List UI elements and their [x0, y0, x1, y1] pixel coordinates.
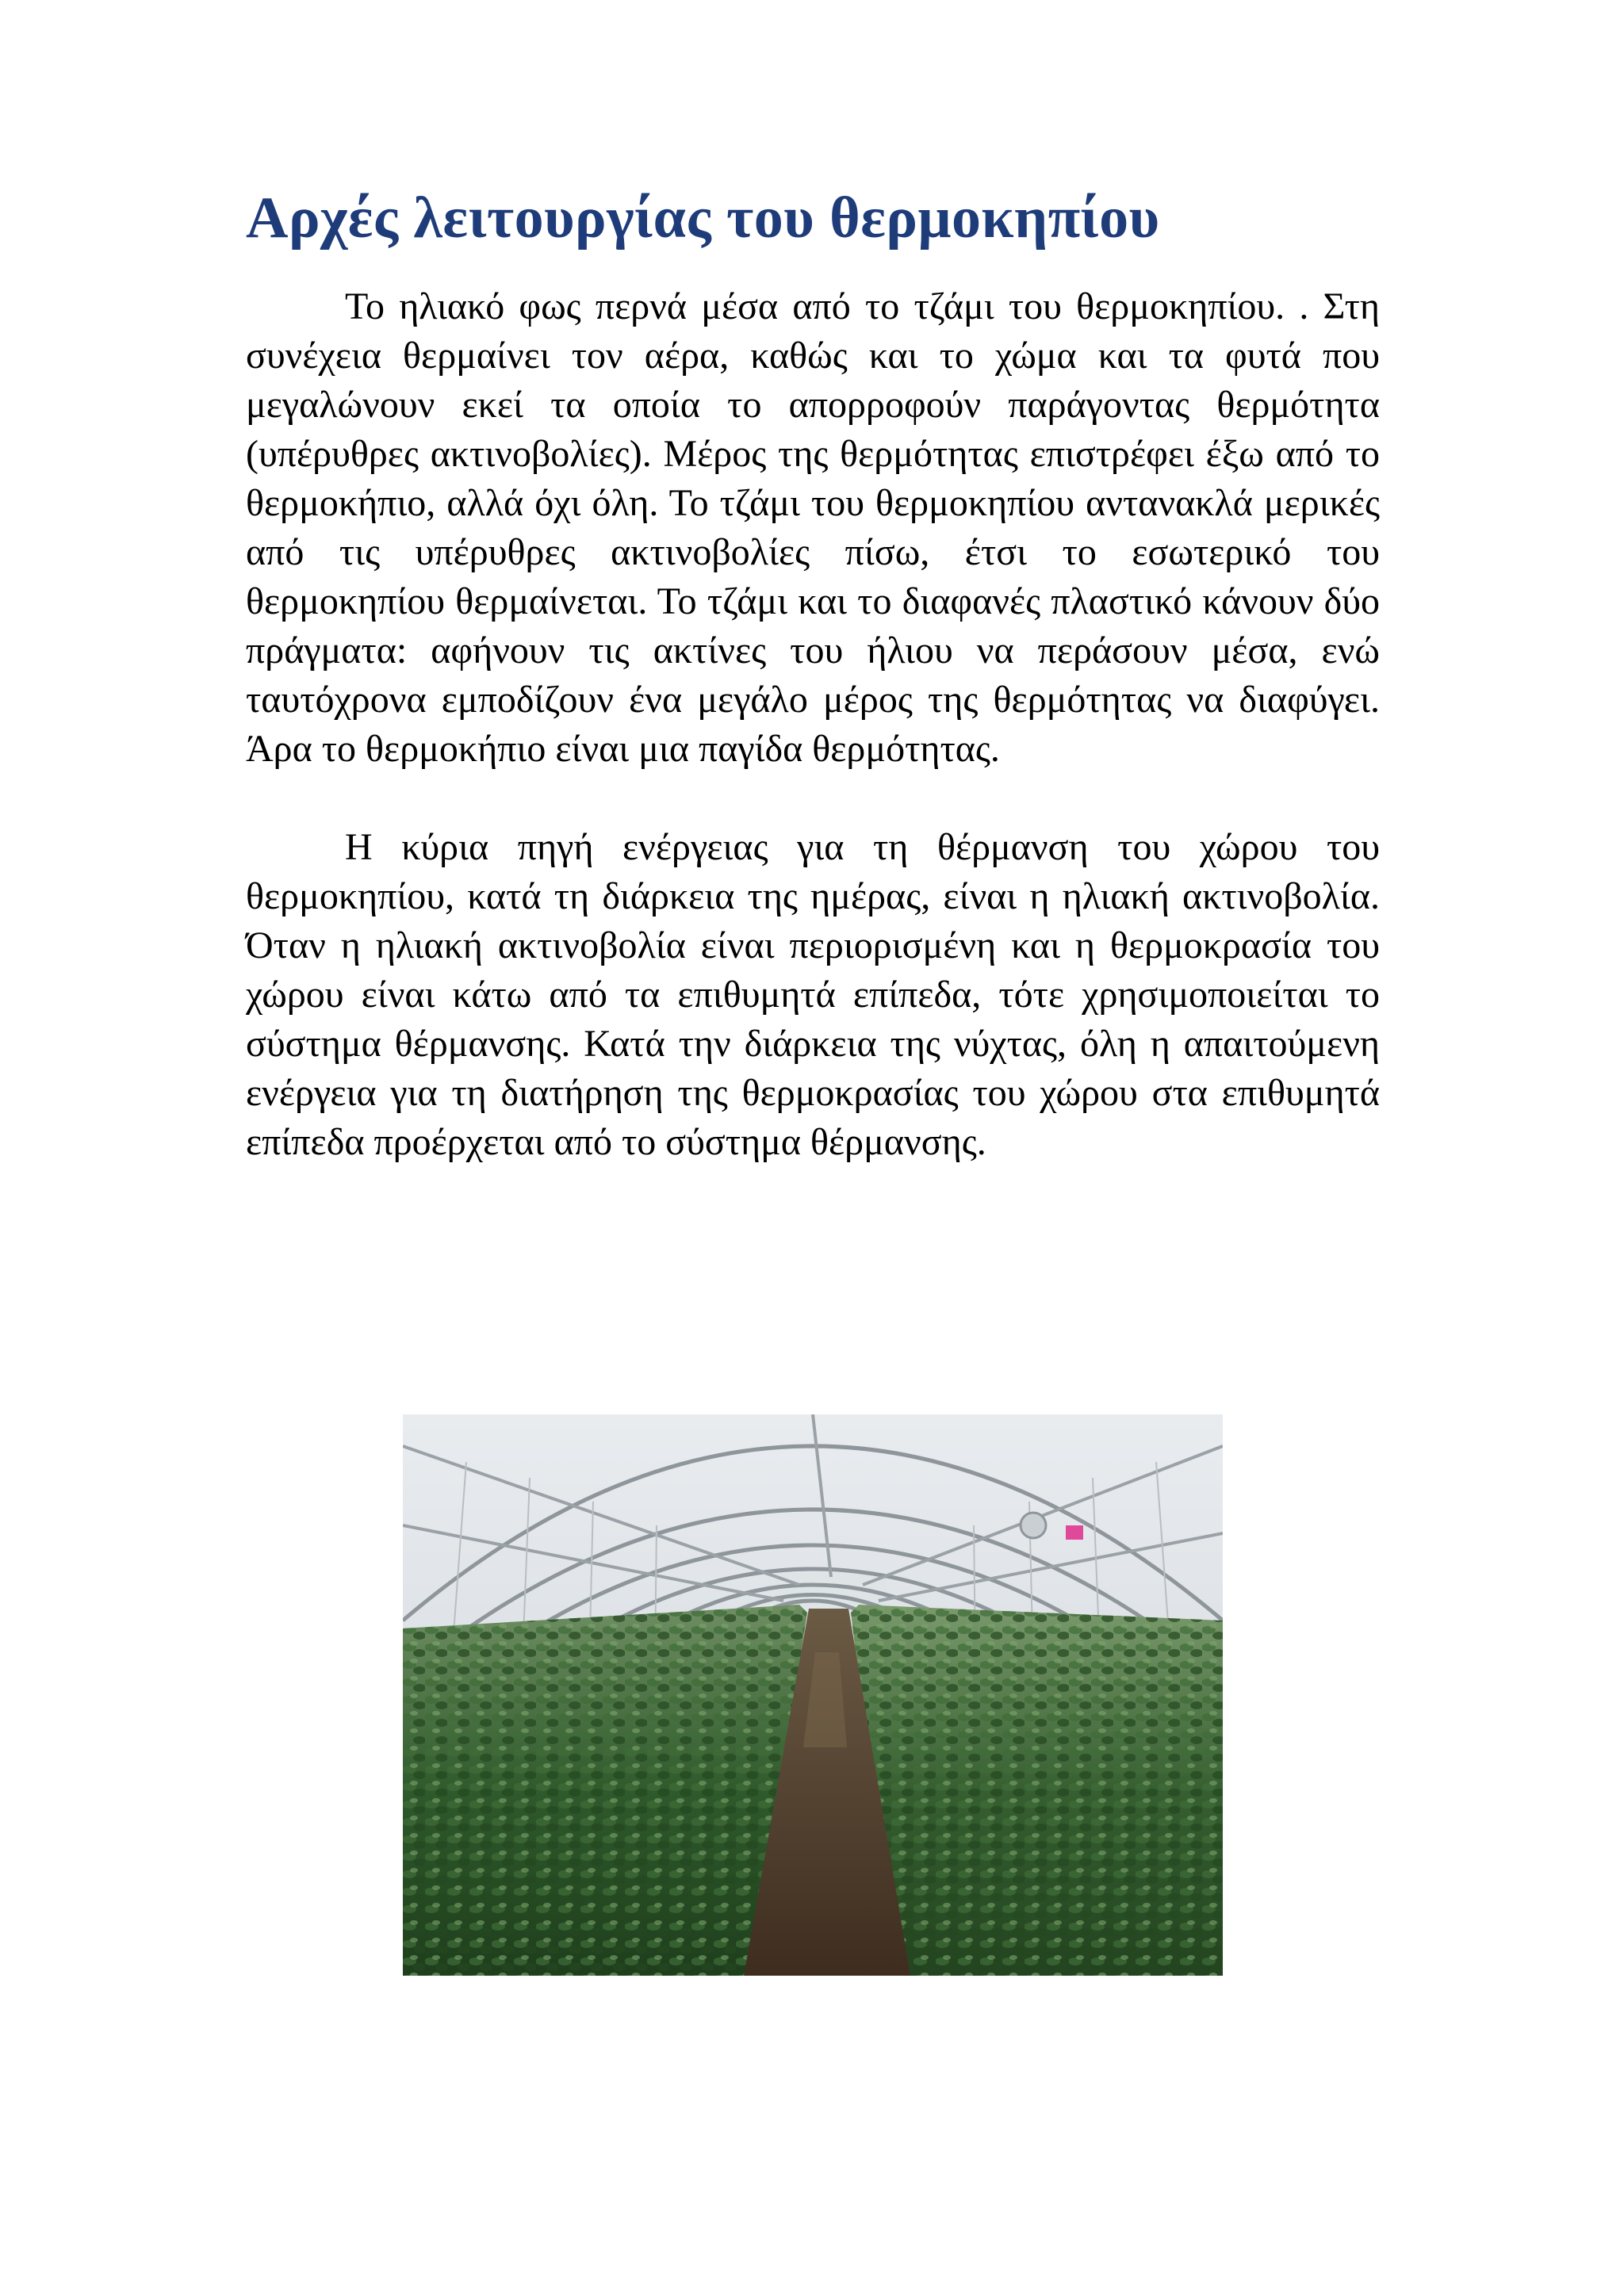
greenhouse-photo	[403, 1414, 1223, 1976]
greenhouse-photo-illustration	[403, 1414, 1223, 1976]
paragraph-2: Η κύρια πηγή ενέργειας για τη θέρμανση του χώρου του θερμοκηπίου, κατά τη διάρκεια της ημέρας, είναι η ηλιακή ακτινοβολία. Όταν η ηλιακή ακτινοβολία είναι περιορισμένη και η θερμοκρασία του χώρου είναι κάτω από τα επιθυμητά επίπεδα, τότε χρησιμοποιείται το σύστημα θέρμανσης. Κατά την διάρκεια της νύχτας, όλη η απαιτούμενη ενέργεια για τη διατήρηση της θερμοκρασίας του χώρου στα επιθυμητά επίπεδα προέρχεται από το σύστημα θέρμανσης.	[246, 826, 1380, 1163]
page-title: Αρχές λειτουργίας του θερμοκηπίου	[246, 186, 1160, 251]
document-page	[246, 182, 1380, 1167]
paragraph-1: Το ηλιακό φως περνά μέσα από το τζάμι του θερμοκηπίου. . Στη συνέχεια θερμαίνει τον αέρα, καθώς και το χώμα και τα φυτά που μεγαλώνουν εκεί τα οποία το απορροφούν παράγοντας θερμότητα (υπέρυθρες ακτινοβολίες). Μέρος της θερμότητας επιστρέφει έξω από το θερμοκήπιο, αλλά όχι όλη. Το τζάμι του θερμοκηπίου αντανακλά μερικές από τις υπέρυθρες ακτινοβολίες πίσω, έτσι το εσωτερικό του θερμοκηπίου θερμαίνεται. Το τζάμι και το διαφανές πλαστικό κάνουν δύο πράγματα: αφήνουν τις ακτίνες του ήλιου να περάσουν μέσα, ενώ ταυτόχρονα εμποδίζουν ένα μεγάλο μέρος της θερμότητας να διαφύγει. Άρα το θερμοκήπιο είναι μια παγίδα θερμότητας.	[246, 285, 1380, 770]
